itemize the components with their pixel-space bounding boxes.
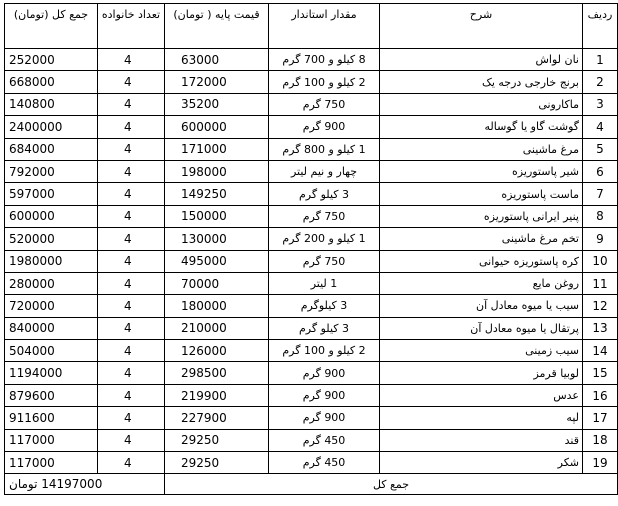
table-row (5, 93, 618, 115)
row-price: 126000 (165, 340, 269, 362)
row-number: 6 (583, 160, 618, 182)
row-quantity: 1 کیلو و 800 گرم (269, 138, 380, 160)
row-description: نان لواش (380, 49, 583, 71)
row-family-count: 4 (98, 407, 165, 429)
row-quantity: 900 گرم (269, 362, 380, 384)
table-row (5, 362, 618, 384)
row-total: 1194000 (5, 362, 98, 384)
row-price: 29250 (165, 429, 269, 451)
row-number: 19 (583, 452, 618, 474)
row-number: 14 (583, 340, 618, 362)
row-family-count: 4 (98, 384, 165, 406)
cost-table-container (4, 3, 613, 495)
row-total: 520000 (5, 228, 98, 250)
row-quantity: 750 گرم (269, 205, 380, 227)
header-description: شرح (380, 4, 583, 49)
row-total: 600000 (5, 205, 98, 227)
row-total: 840000 (5, 317, 98, 339)
row-description: ماکارونی (380, 93, 583, 115)
table-body (5, 49, 618, 474)
row-family-count: 4 (98, 452, 165, 474)
row-number: 1 (583, 49, 618, 71)
row-description: پرتقال یا میوه معادل آن (380, 317, 583, 339)
row-quantity: 750 گرم (269, 93, 380, 115)
row-total: 140800 (5, 93, 98, 115)
row-price: 150000 (165, 205, 269, 227)
table-row (5, 116, 618, 138)
row-family-count: 4 (98, 295, 165, 317)
row-description: روغن مایع (380, 272, 583, 294)
row-price: 600000 (165, 116, 269, 138)
row-number: 7 (583, 183, 618, 205)
row-quantity: 3 کیلو گرم (269, 183, 380, 205)
table-row (5, 183, 618, 205)
header-price: قیمت پایه ( تومان) (165, 4, 269, 49)
row-total: 280000 (5, 272, 98, 294)
row-family-count: 4 (98, 71, 165, 93)
cost-table (4, 3, 618, 495)
row-quantity: 900 گرم (269, 384, 380, 406)
row-description: سیب زمینی (380, 340, 583, 362)
row-family-count: 4 (98, 116, 165, 138)
row-price: 70000 (165, 272, 269, 294)
row-quantity: 900 گرم (269, 116, 380, 138)
row-family-count: 4 (98, 317, 165, 339)
row-number: 9 (583, 228, 618, 250)
footer-row (5, 474, 618, 495)
table-row (5, 452, 618, 474)
table-row (5, 228, 618, 250)
row-family-count: 4 (98, 429, 165, 451)
table-row (5, 384, 618, 406)
row-quantity: چهار و نیم لیتر (269, 160, 380, 182)
row-quantity: 750 گرم (269, 250, 380, 272)
table-row (5, 429, 618, 451)
row-total: 1980000 (5, 250, 98, 272)
row-quantity: 1 کیلو و 200 گرم (269, 228, 380, 250)
row-price: 180000 (165, 295, 269, 317)
row-quantity: 2 کیلو و 100 گرم (269, 71, 380, 93)
row-price: 172000 (165, 71, 269, 93)
table-row (5, 295, 618, 317)
grand-total-value: 14197000 تومان (5, 474, 165, 495)
row-description: پنیر ایرانی پاستوریزه (380, 205, 583, 227)
grand-total-label: جمع کل (165, 474, 618, 495)
row-family-count: 4 (98, 250, 165, 272)
row-price: 130000 (165, 228, 269, 250)
row-description: تخم مرغ ماشینی (380, 228, 583, 250)
row-price: 227900 (165, 407, 269, 429)
row-number: 17 (583, 407, 618, 429)
row-description: گوشت گاو یا گوساله (380, 116, 583, 138)
table-row (5, 205, 618, 227)
row-description: برنج خارجی درجه یک (380, 71, 583, 93)
table-row (5, 138, 618, 160)
row-description: لپه (380, 407, 583, 429)
row-quantity: 900 گرم (269, 407, 380, 429)
row-number: 8 (583, 205, 618, 227)
row-price: 171000 (165, 138, 269, 160)
row-family-count: 4 (98, 362, 165, 384)
row-quantity: 3 کیلوگرم (269, 295, 380, 317)
row-total: 792000 (5, 160, 98, 182)
row-number: 15 (583, 362, 618, 384)
row-description: سیب یا میوه معادل آن (380, 295, 583, 317)
row-number: 5 (583, 138, 618, 160)
row-total: 117000 (5, 452, 98, 474)
row-price: 35200 (165, 93, 269, 115)
row-quantity: 8 کیلو و 700 گرم (269, 49, 380, 71)
row-price: 198000 (165, 160, 269, 182)
header-row-number: ردیف (583, 4, 618, 49)
row-family-count: 4 (98, 93, 165, 115)
table-row (5, 317, 618, 339)
table-row (5, 250, 618, 272)
row-family-count: 4 (98, 272, 165, 294)
row-number: 10 (583, 250, 618, 272)
row-total: 252000 (5, 49, 98, 71)
row-description: شیر پاستوریزه (380, 160, 583, 182)
row-number: 12 (583, 295, 618, 317)
row-quantity: 450 گرم (269, 429, 380, 451)
row-family-count: 4 (98, 49, 165, 71)
row-number: 4 (583, 116, 618, 138)
table-row (5, 160, 618, 182)
row-number: 3 (583, 93, 618, 115)
row-number: 2 (583, 71, 618, 93)
row-price: 29250 (165, 452, 269, 474)
table-row (5, 71, 618, 93)
row-total: 597000 (5, 183, 98, 205)
row-price: 210000 (165, 317, 269, 339)
header-row (5, 4, 618, 49)
row-description: عدس (380, 384, 583, 406)
row-family-count: 4 (98, 205, 165, 227)
row-total: 117000 (5, 429, 98, 451)
row-number: 13 (583, 317, 618, 339)
row-description: مرغ ماشینی (380, 138, 583, 160)
row-description: شکر (380, 452, 583, 474)
row-total: 2400000 (5, 116, 98, 138)
row-price: 219900 (165, 384, 269, 406)
row-family-count: 4 (98, 183, 165, 205)
row-description: کره پاستوریزه حیوانی (380, 250, 583, 272)
row-price: 149250 (165, 183, 269, 205)
row-description: قند (380, 429, 583, 451)
row-quantity: 3 کیلو گرم (269, 317, 380, 339)
row-price: 495000 (165, 250, 269, 272)
row-total: 668000 (5, 71, 98, 93)
row-total: 684000 (5, 138, 98, 160)
table-row (5, 49, 618, 71)
row-family-count: 4 (98, 160, 165, 182)
row-number: 16 (583, 384, 618, 406)
row-quantity: 1 لیتر (269, 272, 380, 294)
row-number: 11 (583, 272, 618, 294)
row-quantity: 2 کیلو و 100 گرم (269, 340, 380, 362)
row-total: 504000 (5, 340, 98, 362)
row-total: 720000 (5, 295, 98, 317)
header-quantity: مقدار استاندار (269, 4, 380, 49)
row-quantity: 450 گرم (269, 452, 380, 474)
row-total: 911600 (5, 407, 98, 429)
header-total: جمع کل (تومان) (5, 4, 98, 49)
row-description: لوبیا قرمز (380, 362, 583, 384)
row-family-count: 4 (98, 228, 165, 250)
table-row (5, 340, 618, 362)
table-row (5, 272, 618, 294)
row-price: 63000 (165, 49, 269, 71)
row-family-count: 4 (98, 138, 165, 160)
row-total: 879600 (5, 384, 98, 406)
row-price: 298500 (165, 362, 269, 384)
row-description: ماست پاستوریزه (380, 183, 583, 205)
row-family-count: 4 (98, 340, 165, 362)
table-row (5, 407, 618, 429)
header-family: تعداد خانواده (98, 4, 165, 49)
row-number: 18 (583, 429, 618, 451)
